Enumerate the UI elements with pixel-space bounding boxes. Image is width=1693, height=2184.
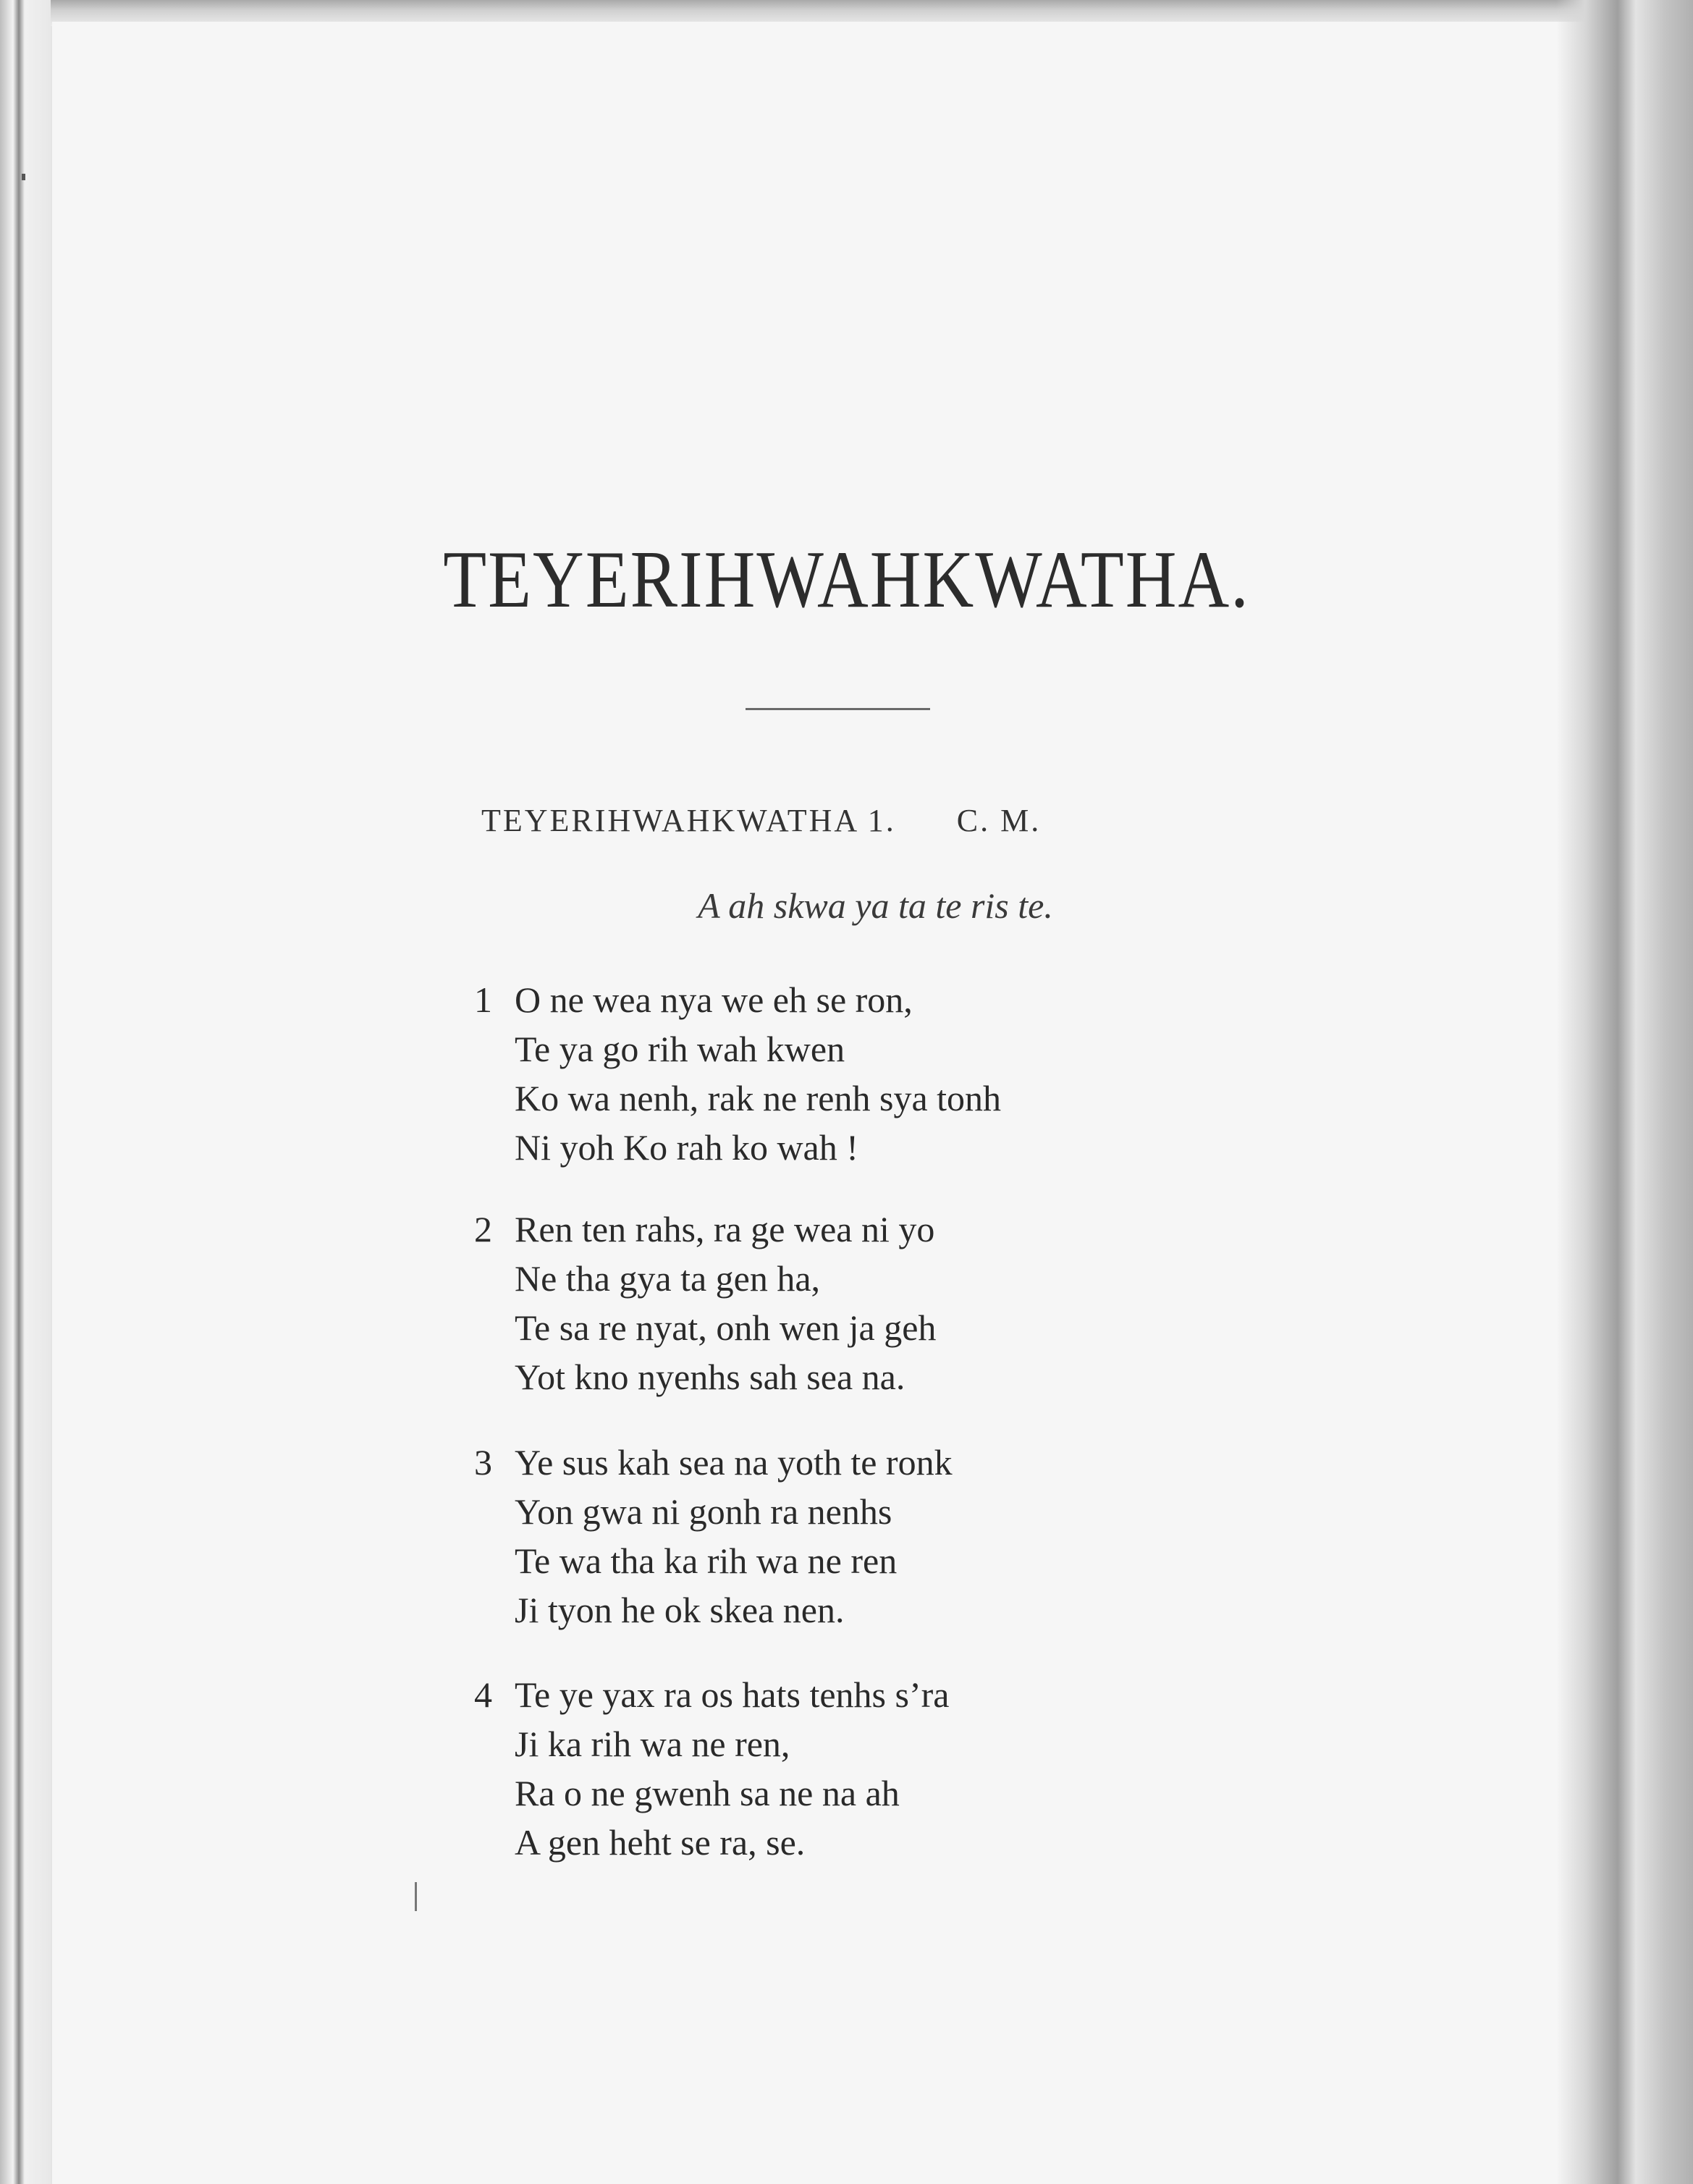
verse-number: 3 [474, 1442, 492, 1483]
page-title: TEYERIHWAHKWATHA. [443, 534, 1250, 625]
verse-line: Ren ten rahs, ra ge wea ni yo [515, 1209, 935, 1249]
page-right-shadow [1556, 0, 1693, 2184]
hymn-heading [481, 802, 1278, 839]
verse-number: 4 [474, 1674, 492, 1715]
page-left-edge [0, 0, 51, 2184]
verse-line: Ni yoh Ko rah ko wah ! [515, 1127, 858, 1168]
verse-2 [474, 1205, 1343, 1401]
tune-name: A ah skwa ya ta te ris te. [698, 885, 1053, 926]
verse-line: Ji ka rih wa ne ren, [515, 1724, 790, 1764]
verse-1 [474, 975, 1343, 1172]
verse-line: Te sa re nyat, onh wen ja geh [515, 1307, 937, 1348]
verse-number: 2 [474, 1209, 492, 1249]
verse-line: Te ye yax ra os hats tenhs s’ra [515, 1674, 950, 1715]
verse-line: Ye sus kah sea na yoth te ronk [515, 1442, 953, 1483]
ink-speck [22, 174, 25, 180]
verse-line: Ko wa nenh, rak ne renh sya tonh [515, 1078, 1002, 1118]
hymn-meter: C. M. [956, 803, 1042, 838]
verse-line: Yot kno nyenhs sah sea na. [515, 1357, 905, 1397]
verse-line: Te wa tha ka rih wa ne ren [515, 1540, 898, 1581]
margin-mark [415, 1882, 417, 1911]
verse-line: Ne tha gya ta gen ha, [515, 1258, 821, 1299]
verse-3 [474, 1438, 1343, 1635]
hymn-heading-label: TEYERIHWAHKWATHA 1. [481, 803, 896, 838]
verse-line: Ra o ne gwenh sa ne na ah [515, 1773, 900, 1813]
verse-line: Ji tyon he ok skea nen. [515, 1590, 845, 1630]
title-rule [746, 708, 930, 710]
verse-4 [474, 1670, 1343, 1867]
verse-number: 1 [474, 979, 492, 1020]
verse-line: A gen heht se ra, se. [515, 1822, 806, 1863]
verse-line: Yon gwa ni gonh ra nenhs [515, 1491, 892, 1532]
verse-line: O ne wea nya we eh se ron, [515, 979, 913, 1020]
verse-line: Te ya go rih wah kwen [515, 1029, 845, 1069]
